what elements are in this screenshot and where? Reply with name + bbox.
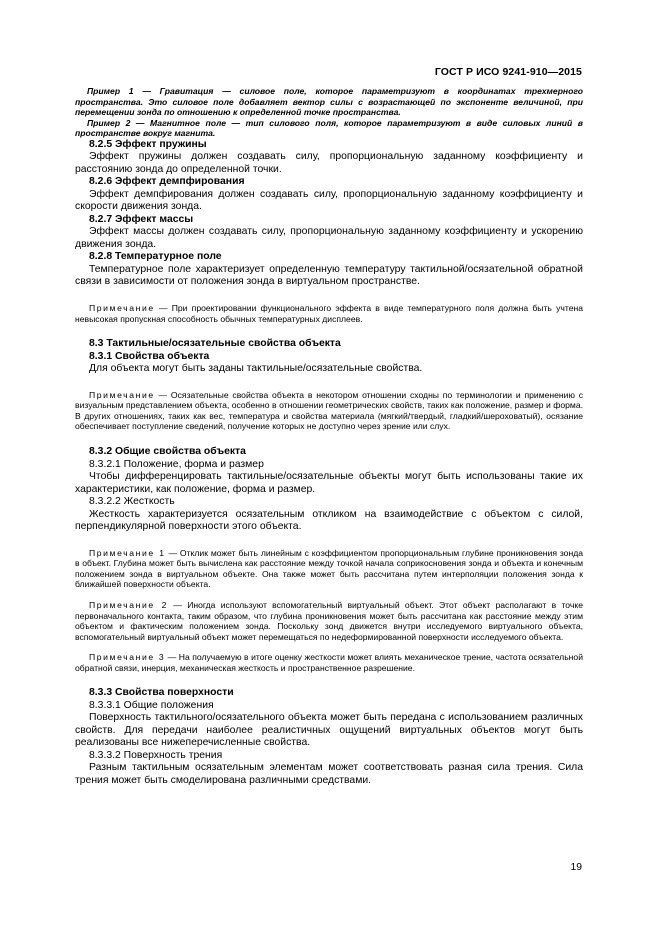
note-text: — На получаемую в итоге оценку жесткости может влиять механическое трение, частота осязательной обратной связи, инерция, механическая жесткость и пространственное разрешение. <box>75 652 583 673</box>
note-3-stiffness <box>75 652 583 673</box>
section-8-3-2-title: 8.3.2 Общие свойства объекта <box>89 446 246 458</box>
note-label: Примечание 3 <box>89 652 166 663</box>
section-8-2-6-title: 8.2.6 Эффект демпфирования <box>89 176 245 188</box>
section-8-3-title: 8.3 Тактильные/осязательные свойства объекта <box>89 338 341 350</box>
page-number: 19 <box>570 862 582 873</box>
section-8-3-1-title: 8.3.1 Свойства объекта <box>89 350 210 362</box>
section-8-2-5-text: Эффект пружины должен создавать силу, пропорциональную заданному коэффициенту и расстоянию зонда до определенной точки. <box>75 151 583 175</box>
note-text: — Отклик может быть линейным с коэффициентом пропорциональным глубине проникновения зонда в объект. Глубина может быть вычислена как расстояние между точкой начала соприкосновения зонда и объекта и конечным положением зонда в виртуальном объекте. Она также может быть рассчитана путем интерполяции положения зонда к ближайшей поверхности объекта. <box>75 547 584 590</box>
note-text: — Иногда используют вспомогательный виртуальный объект. Этот объект располагают в точке первоначального контакта, таким образом, что глубина проникновения может быть рассчитана как расстояние между этим объектом и фактическим положением зонда. Поскольку зонд движется внутри исследуемого виртуального объекта, вспомогательный виртуальный объект может перемещаться по недеформированной поверхности исследуемого объекта. <box>75 599 583 642</box>
section-8-2-5-title: 8.2.5 Эффект пружины <box>89 138 207 150</box>
note-label: Примечание 1 <box>89 547 166 558</box>
example-2: Пример 2 — Магнитное поле — тип силового поля, которое параметризуют в виде силовых линий в пространстве вокруг магнита. <box>75 117 583 139</box>
section-8-2-8-title: 8.2.8 Температурное поле <box>89 251 222 263</box>
note-label: Примечание <box>89 302 155 313</box>
section-8-3-3-1-title: 8.3.3.1 Общие положения <box>89 699 214 711</box>
section-8-3-3-2-title: 8.3.3.2 Поверхность трения <box>89 749 223 761</box>
section-8-3-3-2-text: Разным тактильным осязательным элементам может соответствовать разная сила трения. Сила трения может быть смоделирована различными средствами. <box>75 762 583 786</box>
section-8-3-2-1-text: Чтобы дифференцировать тактильные/осязательные объекты могут быть использованы такие их характеристики, как положение, форма и размер. <box>75 471 583 495</box>
page-content <box>75 86 583 787</box>
note-1-stiffness <box>75 548 583 590</box>
note-text: — Осязательные свойства объекта в некотором отношении сходны по терминологии и применению с визуальным представлением объекта, особенно в отношении геометрических свойств, таких как положение, размер и форма. В других отношениях, таких как вес, температура и свойства материала (мягкий/твердый, гладкий/шероховатый), осязание обеспечивает поступление сведений, получение которых не доступно через зрение или слух. <box>75 389 583 432</box>
section-8-3-2-2-text: Жесткость характеризуется осязательным откликом на взаимодействие с объектом с силой, перпендикулярной поверхности этого объекта. <box>75 508 583 533</box>
document-header: ГОСТ Р ИСО 9241-910—2015 <box>434 66 582 78</box>
section-8-3-2-2-title: 8.3.2.2 Жесткость <box>89 496 175 508</box>
section-8-3-3-1-text: Поверхность тактильного/осязательного объекта может быть передана с использованием различных свойств. Для передачи наиболее реалистичных ощущений виртуальных объектов могут быть реализованы все нижеперечисленные свойства. <box>75 712 583 749</box>
section-8-3-2-1-title: 8.3.2.1 Положение, форма и размер <box>89 458 264 470</box>
note-object-properties <box>75 390 583 432</box>
section-8-2-6-text: Эффект демпфирования должен создавать силу, пропорциональную заданному коэффициенту и скорости движения зонда. <box>75 188 583 213</box>
note-2-stiffness <box>75 600 583 642</box>
section-8-2-7-title: 8.2.7 Эффект массы <box>89 213 194 225</box>
note-label: Примечание 2 <box>89 599 169 610</box>
example-1: Пример 1 — Гравитация — силовое поле, которое параметризуют в координатах трехмерного пространства. Это силовое поле добавляет вектор силы с возрастающей по экспоненте величиной, при перемещении зонда по отношению к определенной точке пространства. <box>75 86 583 118</box>
note-temperature <box>75 303 583 324</box>
section-8-2-8-text: Температурное поле характеризует определенную температуру тактильной/осязательной обратной связи в зависимости от положения зонда в виртуальном пространстве. <box>75 263 583 288</box>
section-8-2-7-text: Эффект массы должен создавать силу, пропорциональную заданному коэффициенту и ускорению движения зонда. <box>75 226 583 250</box>
section-8-3-1-text: Для объекта могут быть заданы тактильные/осязательные свойства. <box>89 363 423 375</box>
note-text: — При проектировании функционального эффекта в виде температурного поля должна быть учтена невысокая пропускная способность обычных температурных дисплеев. <box>75 302 583 324</box>
note-label: Примечание <box>89 389 155 400</box>
section-8-3-3-title: 8.3.3 Свойства поверхности <box>89 687 234 699</box>
